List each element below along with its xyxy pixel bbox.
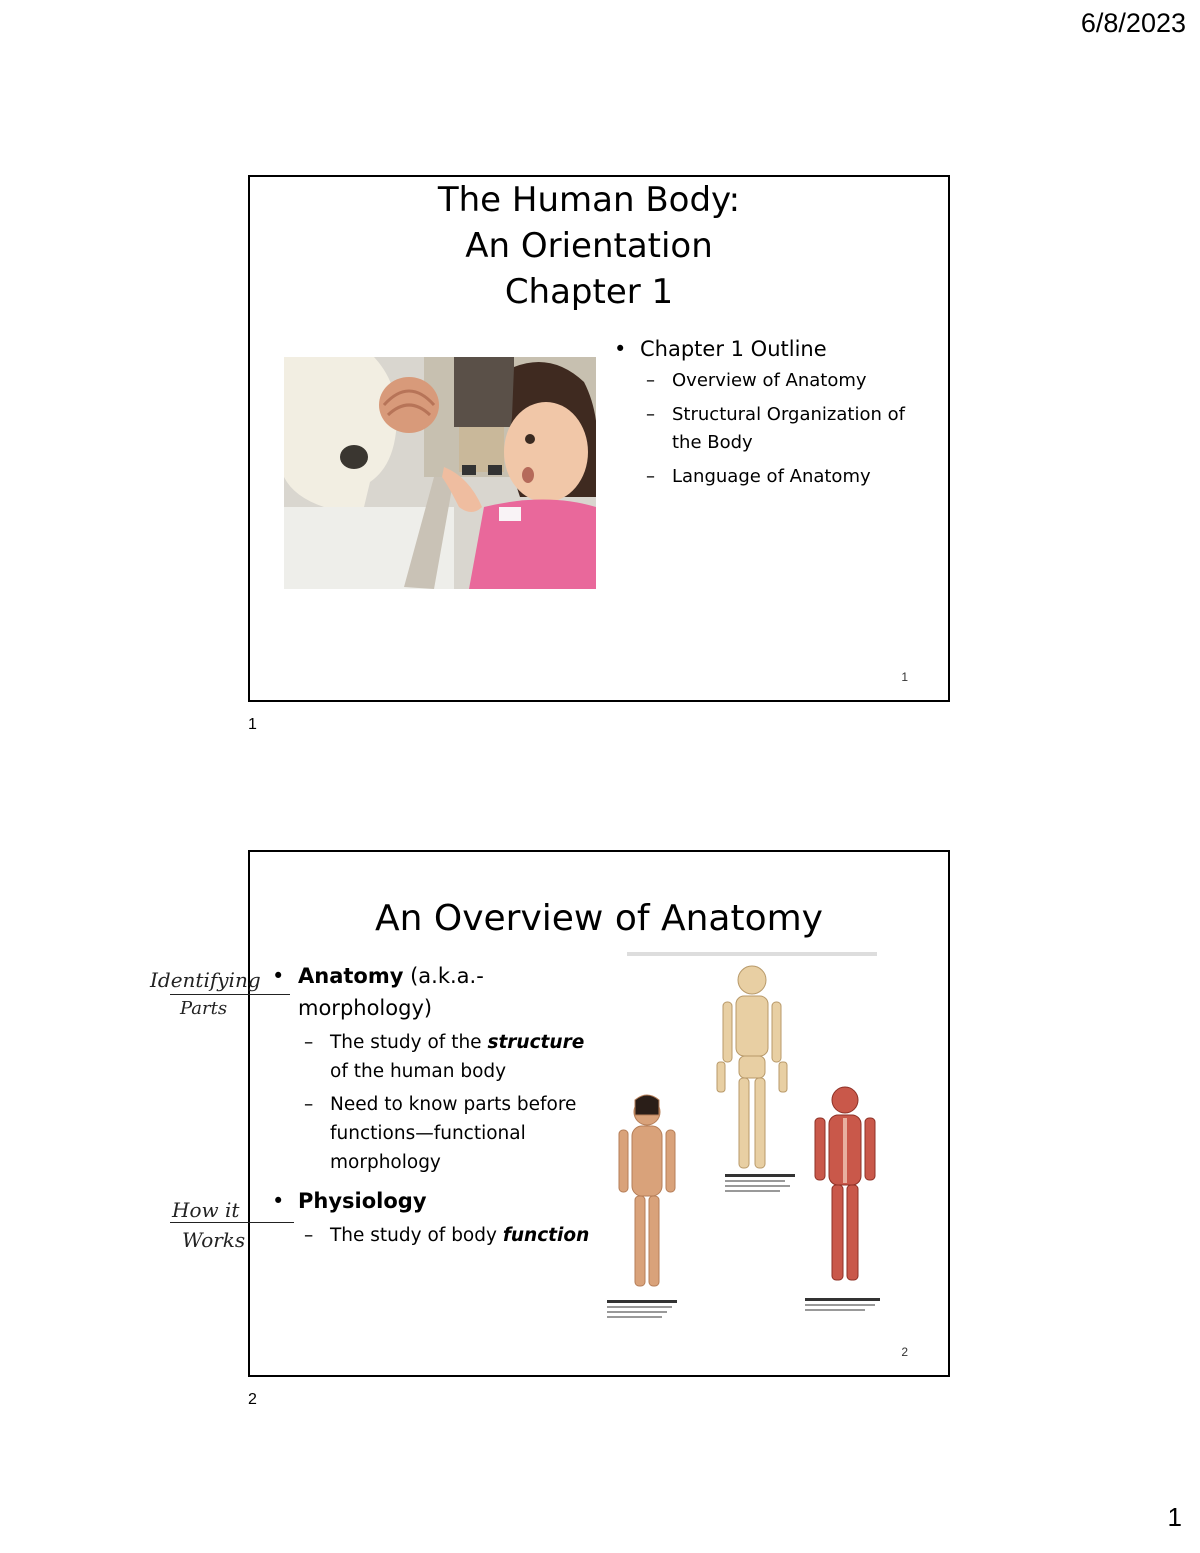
sub-text: The study of body [330,1225,503,1246]
title-line-1: The Human Body: [437,180,741,220]
slide-1-outline [614,333,914,497]
annotation-identifying: Identifying [150,968,261,992]
slide-2-content [272,960,602,1250]
anatomy-sub-structure [272,1028,602,1086]
physiology-sub [272,1221,602,1250]
anatomy-sub-functional: – Need to know parts before functions—functional morphology [272,1090,602,1177]
slide-number: 1 [901,670,908,684]
sub-text: The study of the [330,1032,488,1053]
structure-emphasis: structure [487,1032,585,1053]
outline-item: – Overview of Anatomy [614,367,914,395]
annotation-underline [170,994,290,995]
page-date: 6/8/2023 [1080,8,1186,38]
slide-number: 2 [901,1345,908,1359]
title-line-2: An Orientation [465,226,713,266]
anatomy-bullet [272,960,602,1024]
physiology-term: Physiology [298,1189,427,1213]
outline-item: – Structural Organization of the Body [614,401,914,457]
skull-child-photo [284,357,596,589]
annotation-how-it: How it [172,1198,240,1222]
outline-item: – Language of Anatomy [614,463,914,491]
outline-heading: • Chapter 1 Outline [614,333,914,365]
physiology-bullet [272,1185,602,1217]
function-emphasis: function [502,1225,590,1246]
slide-2 [248,850,950,1377]
annotation-parts: Parts [180,998,228,1019]
annotation-underline [170,1222,294,1223]
sub-text: of the human body [330,1061,507,1082]
anatomy-aka: (a.k.a.- morphology) [298,964,484,1020]
slide-2-title: An Overview of Anatomy [375,898,823,939]
page-number: 1 [1167,1502,1182,1532]
slide-label: 1 [248,716,257,733]
annotation-works: Works [182,1228,246,1252]
slide-1-title [230,177,948,315]
slide-1 [248,175,950,702]
title-line-3: Chapter 1 [504,272,674,312]
anatomy-figures-illustration [607,950,897,1330]
slide-label: 2 [248,1391,257,1408]
anatomy-term: Anatomy [298,964,404,988]
